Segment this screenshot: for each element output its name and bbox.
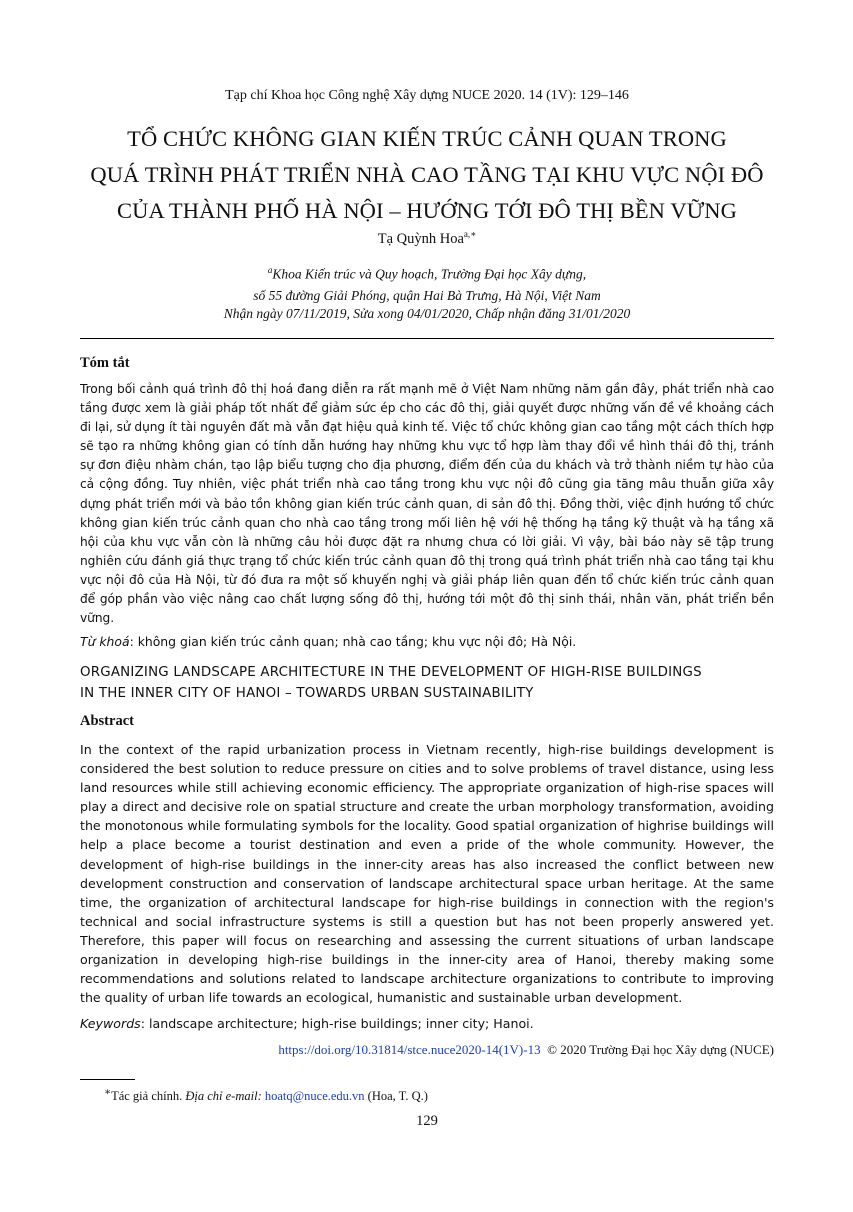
vi-abstract-heading: Tóm tắt — [80, 355, 130, 371]
author — [80, 229, 774, 248]
footnote-prefix: Tác giả chính. — [111, 1089, 186, 1104]
en-title-line: IN THE INNER CITY OF HANOI – TOWARDS URBAN SUSTAINABILITY — [80, 686, 534, 701]
vi-keywords-label: Từ khoá — [80, 634, 130, 649]
en-title-line: ORGANIZING LANDSCAPE ARCHITECTURE IN THE DEVELOPMENT OF HIGH-RISE BUILDINGS — [80, 665, 702, 680]
copyright: © 2020 Trường Đại học Xây dựng (NUCE) — [547, 1042, 774, 1057]
en-keywords-label: Keywords — [80, 1016, 141, 1031]
vi-abstract-body: Trong bối cảnh quá trình đô thị hoá đang diễn ra rất mạnh mẽ ở Việt Nam những năm gần đây, phát triển nhà cao tầng được xem là giải pháp tốt nhất để giảm sức ép cho các đô thị, giải quyết được những vấn đề về khoảng cách đi lại, sử dụng ít tài nguyên đất mà vẫn đạt hiệu quả kinh tế. Việc tổ chức không gian cao tầng một cách thích hợp sẽ tạo ra những không gian có tính dẫn hướng hay những khu vực tổ hợp làm thay đổi về hình thái đô thị, tránh sự đơn điệu nhàm chán, tạo lập biểu tượng cho địa phương, điểm đến của du khách và trở thành niềm tự hào của cả cộng đồng. Tuy nhiên, việc phát triển nhà cao tầng trong khu vực nội đô cũng gia tăng mâu thuẫn giữa xây dựng phát triển mới và bảo tồn không gian kiến trúc cảnh quan, di sản đô thị. Đồng thời, việc định hướng tổ chức không gian kiến trúc cảnh quan cho nhà cao tầng trong mối liên hệ với hệ thống hạ tầng kỹ thuật và hạ tầng xã hội của khu vực vẫn còn là những câu hỏi được đặt ra nhưng chưa có lời giải. Vì vậy, bài báo này sẽ tập trung nghiên cứu đánh giá thực trạng tổ chức kiến trúc cảnh quan đô thị trong quá trình phát triển nhà cao tầng tại khu vực nội đô của Hà Nội, từ đó đưa ra một số khuyến nghị và giải pháp liên quan đến tổ chức kiến trúc cảnh quan để góp phần vào việc nâng cao chất lượng sống đô thị, hướng tới một đô thị sinh thái, nhân văn, phát triển bền vững. — [80, 382, 774, 626]
footnote — [80, 1086, 798, 1104]
author-name: Tạ Quỳnh Hoa — [377, 230, 464, 247]
author-marks: a,∗ — [463, 229, 477, 239]
vi-keywords-text: : không gian kiến trúc cảnh quan; nhà cao tầng; khu vực nội đô; Hà Nội. — [129, 634, 577, 649]
footnote-suffix: (Hoa, T. Q.) — [367, 1089, 428, 1104]
paper-title-vi — [80, 121, 774, 229]
affiliation-line: Khoa Kiến trúc và Quy hoạch, Trường Đại học Xây dựng, — [272, 266, 587, 282]
affiliation-line: số 55 đường Giải Phóng, quận Hai Bà Trưng, Hà Nội, Việt Nam — [253, 287, 601, 303]
title-line: QUÁ TRÌNH PHÁT TRIỂN NHÀ CAO TẦNG TẠI KHU VỰC NỘI ĐÔ — [90, 162, 764, 187]
footnote-mark: ∗ — [104, 1087, 112, 1098]
submission-dates: Nhận ngày 07/11/2019, Sửa xong 04/01/2020, Chấp nhận đăng 31/01/2020 — [223, 306, 631, 321]
affiliation-mark: a — [267, 265, 273, 275]
en-abstract-body: In the context of the rapid urbanization process in Vietnam recently, high-rise buildings development is considered the best solution to reduce pressure on cities and to solve problems of travel distance, using less land resources while still achieving economic efficiency. The appropriate organization of high-rise spaces will play a direct and decisive role on spatial structure and create the urban morphology transformation, avoiding the monotonous while formulating symbols for the locality. Good spatial organization of highrise buildings will help a place become a tourist destination and even a pride of the whole community. However, the development of high-rise buildings in the inner-city areas has also increased the conflict between new development construction and conservation of landscape architectural space urban heritage. At the same time, the organization of architectural landscape for high-rise buildings in connection with the region's technical and social infrastructure systems is still a question but has not been properly answered yet. Therefore, this paper will focus on researching and assessing the current situations of urban landscape organization in developing high-rise buildings in the inner-city area of Hanoi, thereby making some recommendations and solutions related to landscape architecture organizations to contribute to improving the quality of urban life towards an ecological, humanistic and sustainable urban development. — [80, 742, 774, 1006]
page-number: 129 — [416, 1113, 438, 1129]
footnote-divider — [80, 1079, 135, 1080]
affiliation — [80, 260, 774, 306]
footnote-email-label: Địa chỉ e-mail: — [185, 1089, 262, 1104]
en-keywords-text: : landscape architecture; high-rise buildings; inner city; Hanoi. — [140, 1016, 534, 1031]
divider — [80, 338, 774, 339]
doi-line — [80, 1042, 774, 1058]
en-abstract-heading: Abstract — [80, 713, 134, 729]
vi-keywords — [80, 634, 774, 649]
title-line: TỔ CHỨC KHÔNG GIAN KIẾN TRÚC CẢNH QUAN TRONG — [127, 126, 727, 151]
doi-link[interactable]: https://doi.org/10.31814/stce.nuce2020-14(1V)-13 — [278, 1042, 541, 1057]
paper-title-en — [80, 662, 774, 704]
en-keywords — [80, 1016, 774, 1031]
journal-header: Tạp chí Khoa học Công nghệ Xây dựng NUCE 2020. 14 (1V): 129–146 — [225, 88, 629, 103]
title-line: CỦA THÀNH PHỐ HÀ NỘI – HƯỚNG TỚI ĐÔ THỊ BỀN VỮNG — [117, 198, 737, 223]
footnote-email[interactable]: hoatq@nuce.edu.vn — [264, 1089, 365, 1104]
